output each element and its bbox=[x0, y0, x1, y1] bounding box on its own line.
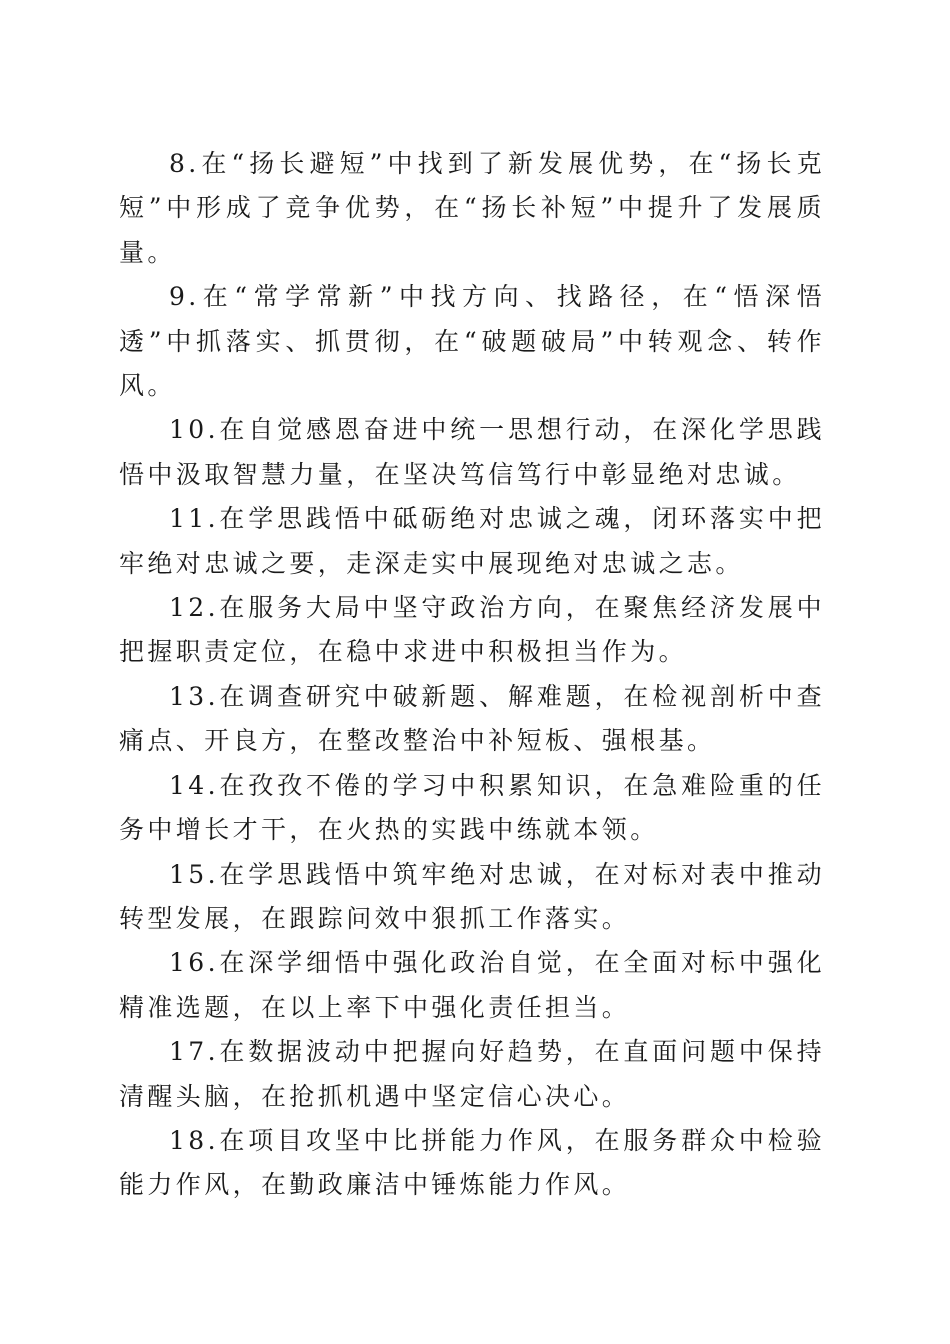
paragraph-8: 8.在“扬长避短”中找到了新发展优势，在“扬长克短”中形成了竞争优势，在“扬长补短”中提升了发展质量。 bbox=[119, 149, 825, 267]
paragraph-9: 9.在“常学常新”中找方向、找路径，在“悟深悟透”中抓落实、抓贯彻，在“破题破局”中转观念、转作风。 bbox=[119, 282, 825, 401]
paragraph-11: 11.在学思践悟中砥砺绝对忠诚之魂，闭环落实中把牢绝对忠诚之要，走深走实中展现绝对忠诚之志。 bbox=[119, 504, 825, 578]
paragraph-12: 12.在服务大局中坚守政治方向，在聚焦经济发展中把握职责定位，在稳中求进中积极担当作为。 bbox=[119, 593, 825, 667]
paragraph-13: 13.在调查研究中破新题、解难题，在检视剖析中查痛点、开良方，在整改整治中补短板、强根基。 bbox=[119, 681, 825, 756]
paragraph-14: 14.在孜孜不倦的学习中积累知识，在急难险重的任务中增长才干，在火热的实践中练就本领。 bbox=[119, 770, 825, 845]
paragraph-15: 15.在学思践悟中筑牢绝对忠诚，在对标对表中推动转型发展，在跟踪问效中狠抓工作落实。 bbox=[119, 859, 825, 933]
paragraph-16: 16.在深学细悟中强化政治自觉，在全面对标中强化精准选题，在以上率下中强化责任担当。 bbox=[119, 948, 825, 1022]
paragraph-10: 10.在自觉感恩奋进中统一思想行动，在深化学思践悟中汲取智慧力量，在坚决笃信笃行中彰显绝对忠诚。 bbox=[119, 415, 825, 489]
paragraph-17: 17.在数据波动中把握向好趋势，在直面问题中保持清醒头脑，在抢抓机遇中坚定信心决心。 bbox=[119, 1037, 825, 1111]
document-body bbox=[119, 142, 825, 1208]
paragraph-18: 18.在项目攻坚中比拼能力作风，在服务群众中检验能力作风，在勤政廉洁中锤炼能力作风。 bbox=[119, 1125, 825, 1200]
